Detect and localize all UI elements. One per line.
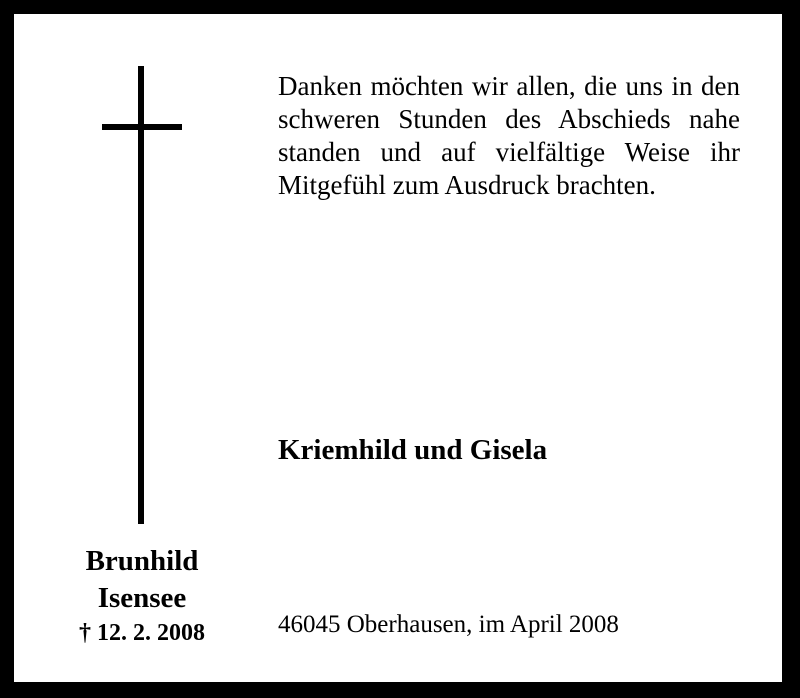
signatories: Kriemhild und Gisela bbox=[278, 434, 548, 466]
death-date: † 12. 2. 2008 bbox=[79, 620, 205, 646]
cross-horizontal-beam bbox=[102, 124, 182, 130]
deceased-last-name: Isensee bbox=[97, 582, 187, 614]
deceased-first-name: Brunhild bbox=[85, 545, 199, 577]
location-date: 46045 Oberhausen, im April 2008 bbox=[278, 611, 619, 638]
cross-vertical-beam bbox=[138, 66, 144, 524]
thanks-message: Danken möchten wir allen, die uns in den schweren Stunden des Abschieds nahe standen und auf vielfältige Weise ihr Mitgefühl zum Ausdruck brachten. bbox=[278, 71, 740, 200]
